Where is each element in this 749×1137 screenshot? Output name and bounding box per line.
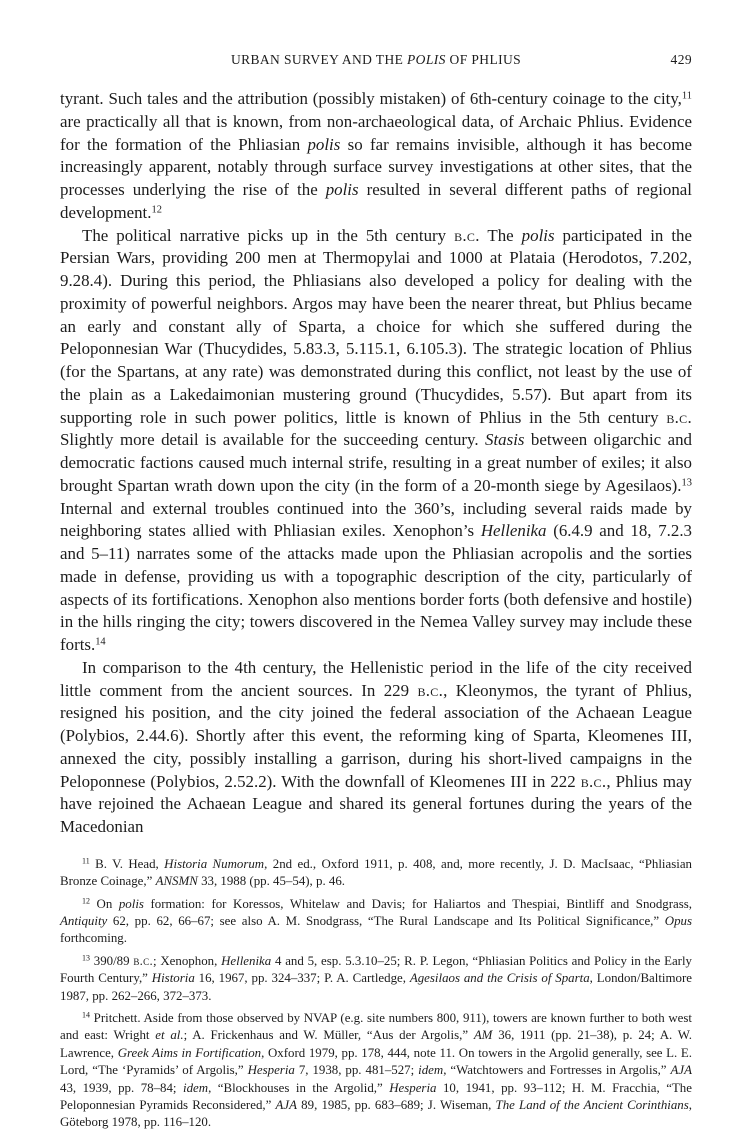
footnote-12: $^{12}$ On polis formation: for Koressos, Whitelaw and Davis; for Haliartos and Thespiai, Bintliff and Snodgrass, Antiquity 62, pp. 62, 66–67; see also A. M. Snodgrass, “The Rural Landscape and Its Political Significance,” Opus forthcoming. — [60, 896, 692, 946]
body-text — [60, 88, 692, 839]
footnotes — [60, 856, 692, 1132]
page — [60, 52, 692, 1137]
running-header — [60, 52, 692, 74]
footnote-ref-13[interactable]: 13 — [681, 477, 692, 488]
footnote-14: $^{14}$ Pritchett. Aside from those observed by NVAP (e.g. site numbers 800, 911), towers are known further to both west and east: Wright et al.; A. Frickenhaus and W. Müller, “Aus der Argolis,” AM 36, 1911 (pp. 21–38), p. 24; A. W. Lawrence, Greek Aims in Fortification, Oxford 1979, pp. 178, 444, note 11. On towers in the Argolid generally, see L. E. Lord, “The ‘Pyramids’ of Argolis,” Hesperia 7, 1938, pp. 481–527; idem, “Watchtowers and Fortresses in Argolis,” AJA 43, 1939, pp. 78–84; idem, “Blockhouses in the Argolid,” Hesperia 10, 1941, pp. 93–112; H. M. Fracchia, “The Peloponnesian Pyramids Reconsidered,” AJA 89, 1985, pp. 683–689; J. Wiseman, The Land of the Ancient Corinthians, Göteborg 1978, pp. 116–120. — [60, 1010, 693, 1130]
page-number: 429 — [670, 52, 692, 67]
footnote-ref-11[interactable]: 11 — [681, 90, 692, 102]
footnote-11: $^{11}$ B. V. Head, Historia Numorum, 2nd ed., Oxford 1911, p. 408, and, more recently, J. D. MacIsaac, “Phliasian Bronze Coinage,” ANSMN 33, 1988 (pp. 45–54), p. 46. — [60, 856, 692, 889]
footnote-13: $^{13}$ 390/89 b.c.; Xenophon, Hellenika 4 and 5, esp. 5.3.10–25; R. P. Legon, “Phliasian Politics and Policy in the Early Fourth Century,” Historia 16, 1967, pp. 324–337; P. A. Cartledge, Agesilaos and the Crisis of Sparta, London/Baltimore 1987, pp. 262–266, 372–373. — [60, 953, 693, 1003]
paragraph-1: tyrant. Such tales and the attribution (possibly mistaken) of 6th-century coinage to the city,$^{11}$ are practically all that is known, from non-archaeological data, of Archaic Phlius. Evidence for the formation of the Phliasian polis so far remains invisible, although it has become increasingly apparent, notably through surface survey investigations at other sites, that the processes underlying the rise of the polis resulted in several different paths of regional development.$^{12}$ — [60, 89, 693, 222]
paragraph-3: In comparison to the 4th century, the Hellenistic period in the life of the city received little comment from the ancient sources. In 229 b.c., Kleonymos, the tyrant of Phlius, resigned his position, and the city joined the federal association of the Achaean League (Polybios, 2.44.6). Shortly after this event, the reforming king of Sparta, Kleomenes III, annexed the city, possibly installing a garrison, during his short-lived campaigns in the Peloponnese (Polybios, 2.52.2). With the downfall of Kleomenes III in 222 b.c., Phlius may have rejoined the Achaean League and shared its general fortunes during the years of the Macedonian — [60, 657, 692, 836]
footnote-ref-14[interactable]: 14 — [95, 636, 106, 648]
paragraph-2: The political narrative picks up in the 5th century b.c. The polis participated in the Persian Wars, providing 200 men at Thermopylai and 1000 at Plataia (Herodotos, 7.202, 9.28.4). During this period, the Phliasians also developed a policy for dealing with the proximity of powerful neighbors. Argos may have been the nearer threat, but Phlius became an early and constant ally of Sparta, a choice for which she suffered during the Peloponnesian War (Thucydides, 5.83.3, 5.115.1, 6.105.3). The strategic location of Phlius (for the Spartans, at any rate) was demonstrated during this conflict, not least by the use of the plain as a Lakedaimonian mustering ground (Thucydides, 5.57). But apart from its supporting role in such power politics, little is known of Phlius in the 5th century b.c. Slightly more detail is available for the succeeding century. Stasis between oligarchic and democratic factions caused much internal strife, resulting in a great number of exiles; it also brought Spartan wrath down upon the city (in the form of a 20-month siege by Agesilaos).$^{13}$ Internal and external troubles continued into the 360’s, including several raids made by neighboring states allied with Phliasian exiles. Xenophon’s Hellenika (6.4.9 and 18, 7.2.3 and 5–11) narrates some of the attacks made upon the Phliasian acropolis and the sorties made in defense, providing us with a topographic description of the city, particularly of aspects of its fortifications. Xenophon also mentions border forts (both defensive and hostile) in the hills ringing the city; towers discovered in the Nemea Valley survey may include these forts.$^{14}$ — [60, 225, 692, 654]
footnote-ref-12[interactable]: 12 — [151, 204, 162, 215]
running-head: URBAN SURVEY AND THE POLIS OF PHLIUS — [230, 52, 522, 67]
